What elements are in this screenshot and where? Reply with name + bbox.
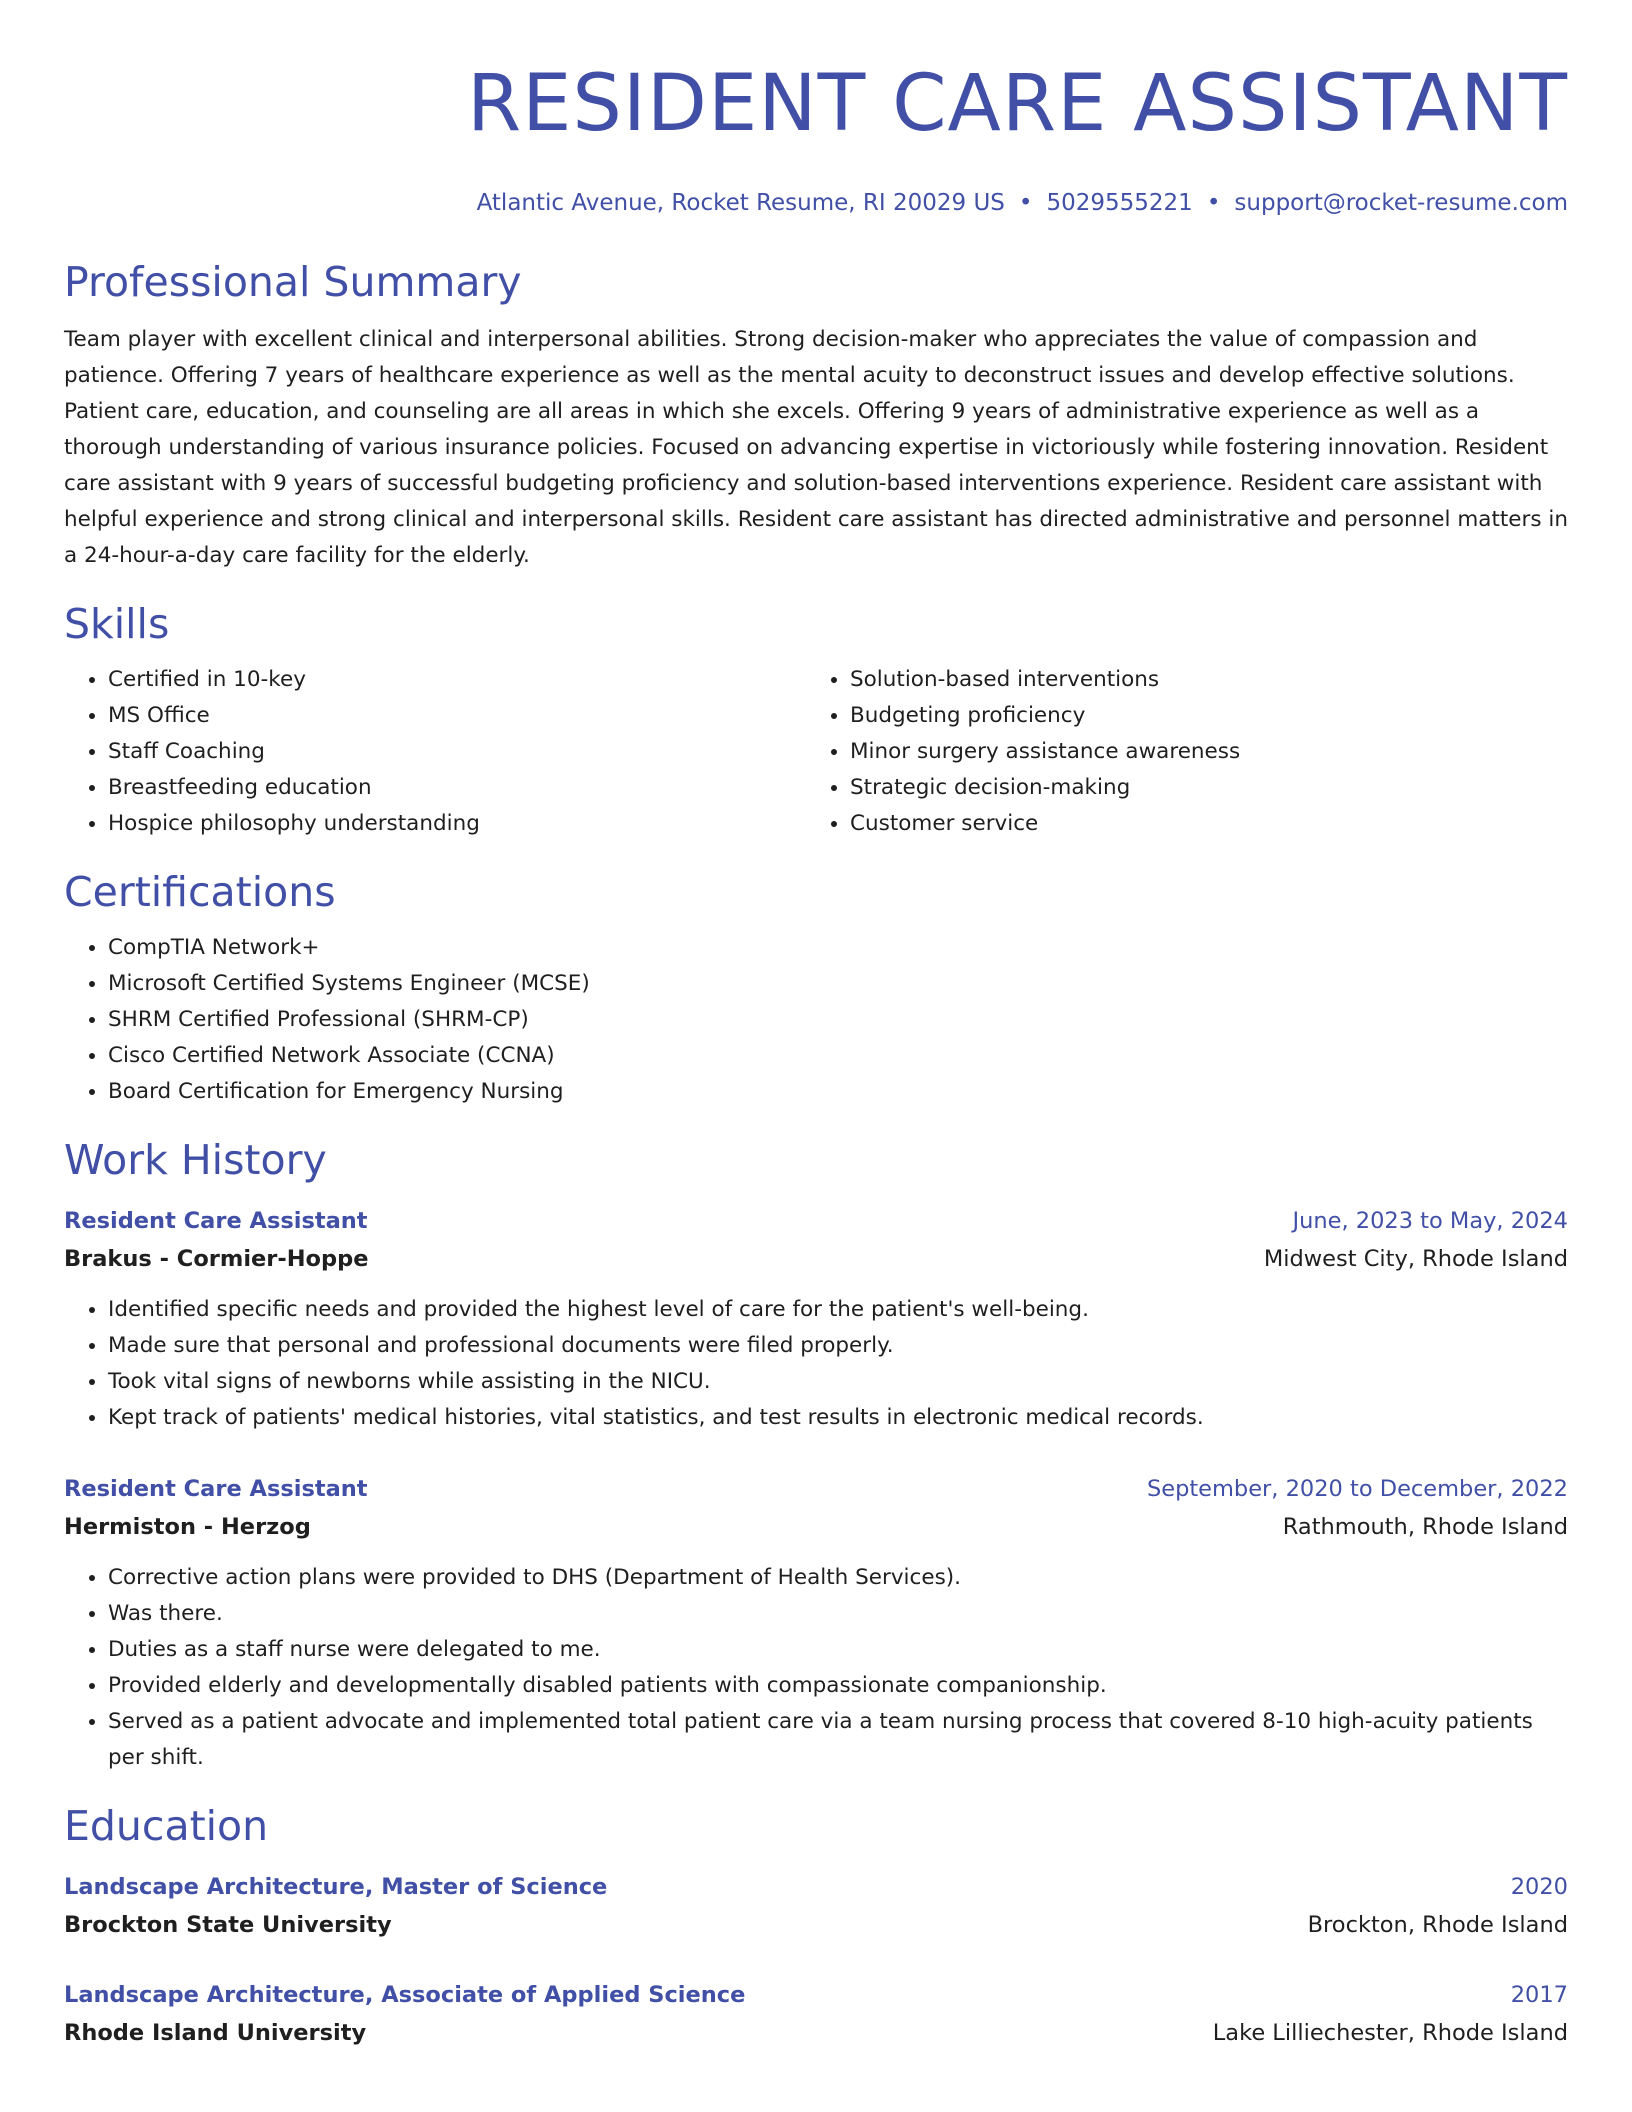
job-bullets (64, 1560, 1568, 1776)
education-school: Rhode Island University (64, 2020, 367, 2046)
job-bullet: • Provided elderly and developmentally disabled patients with compassionate companionship. (108, 1668, 1568, 1704)
job-header (64, 1202, 1568, 1240)
job-location: Midwest City, Rhode Island (1263, 1246, 1568, 1272)
certifications-heading: Certifications (64, 868, 336, 916)
skills-section (64, 596, 1568, 842)
job-bullet: • Corrective action plans were provided to DHS (Department of Health Services). (108, 1560, 1568, 1596)
education-heading: Education (64, 1802, 269, 1850)
job-bullet: • Duties as a staff nurse were delegated to me. (108, 1632, 1568, 1668)
certification-item: • Cisco Certified Network Associate (CCNA) (108, 1038, 1568, 1074)
summary-section (64, 254, 1568, 574)
skill-item: • Breastfeeding education (108, 770, 806, 806)
skill-item: • Minor surgery assistance awareness (850, 734, 1568, 770)
certifications-section (64, 864, 1568, 1110)
skill-item: • Certified in 10-key (108, 662, 806, 698)
summary-heading: Professional Summary (64, 258, 522, 306)
summary-text: Team player with excellent clinical and interpersonal abilities. Strong decision-maker who appreciates the value of compassion and patience. Offering 7 years of healthcare experience as well as the mental acuity to deconstruct issues and develop effective solutions. Patient care, education, and counseling are all areas in which she excels. Offering 9 years of administrative experience as well as a thorough understanding of various insurance policies. Focused on advancing expertise in victoriously while fostering innovation. Resident care assistant with 9 years of successful budgeting proficiency and solution-based interventions experience. Resident care assistant with helpful experience and strong clinical and interpersonal skills. Resident care assistant has directed administrative and personnel matters in a 24-hour-a-day care facility for the elderly. (64, 327, 1569, 568)
skill-item: • Staff Coaching (108, 734, 806, 770)
certification-item: • CompTIA Network+ (108, 930, 1568, 966)
job-entry (64, 1202, 1568, 1436)
skills-list-right (806, 662, 1568, 842)
skill-item: • Budgeting proficiency (850, 698, 1568, 734)
contact-address: Atlantic Avenue, Rocket Resume, RI 20029 US (476, 190, 1005, 216)
job-bullet: • Was there. (108, 1596, 1568, 1632)
job-bullets (64, 1292, 1568, 1436)
skill-item: • Solution-based interventions (850, 662, 1568, 698)
education-school: Brockton State University (64, 1912, 392, 1938)
education-entry (64, 1868, 1568, 1944)
certification-item: • Board Certification for Emergency Nursing (108, 1074, 1568, 1110)
skill-item: • Customer service (850, 806, 1568, 842)
education-header (64, 1976, 1568, 2014)
skill-item: • Strategic decision-making (850, 770, 1568, 806)
job-bullet: • Served as a patient advocate and implemented total patient care via a team nursing process that covered 8-10 high-acuity patients per shift. (108, 1704, 1568, 1776)
skills-heading: Skills (64, 600, 170, 648)
job-subheader (64, 1240, 1568, 1278)
job-title: Resident Care Assistant (64, 1208, 368, 1234)
work-history-heading: Work History (64, 1136, 327, 1184)
education-year: 2020 (1510, 1874, 1568, 1900)
job-company: Hermiston - Herzog (64, 1514, 311, 1540)
certification-item: • Microsoft Certified Systems Engineer (MCSE) (108, 966, 1568, 1002)
job-bullet: • Kept track of patients' medical histories, vital statistics, and test results in electronic medical records. (108, 1400, 1568, 1436)
job-subheader (64, 1508, 1568, 1546)
education-location: Brockton, Rhode Island (1307, 1912, 1568, 1938)
job-location: Rathmouth, Rhode Island (1282, 1514, 1568, 1540)
skills-list-left (64, 662, 806, 842)
skill-item: • Hospice philosophy understanding (108, 806, 806, 842)
contact-separator: • (1206, 190, 1221, 216)
education-year: 2017 (1510, 1982, 1568, 2008)
contact-email: support@rocket-resume.com (1234, 190, 1568, 216)
certifications-list (64, 930, 1568, 1110)
contact-separator: • (1018, 190, 1033, 216)
education-subheader (64, 2014, 1568, 2052)
education-header (64, 1868, 1568, 1906)
education-entry (64, 1976, 1568, 2052)
education-degree: Landscape Architecture, Associate of Applied Science (64, 1982, 746, 2008)
job-dates: September, 2020 to December, 2022 (1146, 1476, 1568, 1502)
skill-item: • MS Office (108, 698, 806, 734)
education-section (64, 1798, 1568, 2052)
job-bullet: • Took vital signs of newborns while assisting in the NICU. (108, 1364, 1568, 1400)
resume-name: RESIDENT CARE ASSISTANT (466, 59, 1568, 149)
job-company: Brakus - Cormier-Hoppe (64, 1246, 369, 1272)
education-location: Lake Lilliechester, Rhode Island (1212, 2020, 1568, 2046)
job-bullet: • Made sure that personal and professional documents were filed properly. (108, 1328, 1568, 1364)
certification-item: • SHRM Certified Professional (SHRM-CP) (108, 1002, 1568, 1038)
job-header (64, 1470, 1568, 1508)
job-title: Resident Care Assistant (64, 1476, 368, 1502)
job-entry (64, 1470, 1568, 1776)
contact-line (64, 188, 1568, 218)
skills-grid (64, 652, 1568, 842)
job-bullet: • Identified specific needs and provided the highest level of care for the patient's well-being. (108, 1292, 1568, 1328)
contact-phone: 5029555221 (1046, 190, 1193, 216)
education-subheader (64, 1906, 1568, 1944)
education-degree: Landscape Architecture, Master of Science (64, 1874, 608, 1900)
work-history-section (64, 1132, 1568, 1776)
job-dates: June, 2023 to May, 2024 (1292, 1208, 1568, 1234)
